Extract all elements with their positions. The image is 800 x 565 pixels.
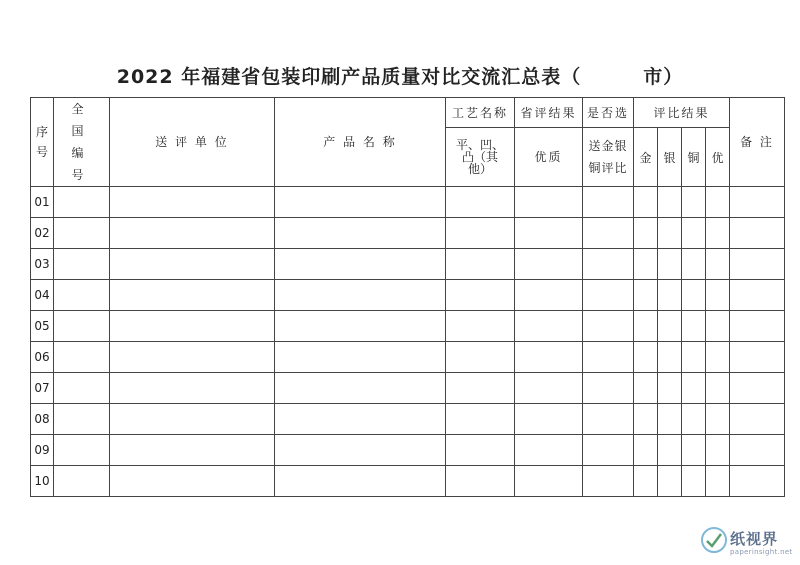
- header-silver: 银: [658, 128, 682, 187]
- cell[interactable]: [682, 342, 706, 373]
- cell[interactable]: [515, 249, 583, 280]
- row-number: 09: [31, 435, 54, 466]
- cell[interactable]: [583, 249, 634, 280]
- cell[interactable]: [658, 311, 682, 342]
- table-row: [31, 373, 785, 404]
- cell[interactable]: [583, 342, 634, 373]
- header-product: 产 品 名 称: [275, 98, 446, 187]
- row-number: 01: [31, 187, 54, 218]
- cell[interactable]: [682, 404, 706, 435]
- cell[interactable]: [54, 218, 110, 249]
- cell[interactable]: [682, 373, 706, 404]
- cell[interactable]: [515, 373, 583, 404]
- row-number: 07: [31, 373, 54, 404]
- cell[interactable]: [730, 466, 785, 497]
- cell[interactable]: [54, 466, 110, 497]
- table-row: [31, 218, 785, 249]
- header-gold: 金: [634, 128, 658, 187]
- row-number: 04: [31, 280, 54, 311]
- cell[interactable]: [54, 249, 110, 280]
- cell[interactable]: [634, 311, 658, 342]
- table-row: [31, 249, 785, 280]
- cell[interactable]: [54, 187, 110, 218]
- cell[interactable]: [658, 249, 682, 280]
- cell[interactable]: [446, 280, 515, 311]
- cell[interactable]: [730, 342, 785, 373]
- cell[interactable]: [682, 435, 706, 466]
- table-row: [31, 404, 785, 435]
- cell[interactable]: [658, 404, 682, 435]
- row-number: 10: [31, 466, 54, 497]
- cell[interactable]: [275, 435, 446, 466]
- cell[interactable]: [275, 280, 446, 311]
- cell[interactable]: [658, 218, 682, 249]
- cell[interactable]: [682, 218, 706, 249]
- cell[interactable]: [110, 187, 275, 218]
- cell[interactable]: [658, 435, 682, 466]
- cell[interactable]: [634, 404, 658, 435]
- cell[interactable]: [730, 218, 785, 249]
- cell[interactable]: [275, 249, 446, 280]
- cell[interactable]: [583, 280, 634, 311]
- cell[interactable]: [583, 373, 634, 404]
- header-province-result-value: 优质: [515, 128, 583, 187]
- cell[interactable]: [515, 435, 583, 466]
- cell[interactable]: [275, 311, 446, 342]
- cell[interactable]: [658, 280, 682, 311]
- cell[interactable]: [730, 435, 785, 466]
- row-number: 06: [31, 342, 54, 373]
- cell[interactable]: [730, 280, 785, 311]
- title-city-suffix: 市）: [643, 66, 684, 88]
- cell[interactable]: [515, 466, 583, 497]
- watermark: [700, 526, 796, 562]
- header-seq: 序号: [31, 98, 54, 187]
- cell[interactable]: [446, 187, 515, 218]
- header-process-options: 平、凹、凸（其他）: [446, 128, 515, 187]
- table-row: [31, 311, 785, 342]
- table-row: [31, 435, 785, 466]
- cell[interactable]: [54, 404, 110, 435]
- cell[interactable]: [515, 187, 583, 218]
- cell[interactable]: [275, 466, 446, 497]
- cell[interactable]: [446, 466, 515, 497]
- cell[interactable]: [730, 373, 785, 404]
- header-recommend-sub: 送金银铜评比: [583, 128, 634, 187]
- cell[interactable]: [515, 404, 583, 435]
- header-recommend: 是否选: [583, 98, 634, 128]
- cell[interactable]: [446, 373, 515, 404]
- header-unit: 送 评 单 位: [110, 98, 275, 187]
- cell[interactable]: [446, 311, 515, 342]
- cell[interactable]: [110, 404, 275, 435]
- cell[interactable]: [515, 218, 583, 249]
- cell[interactable]: [446, 404, 515, 435]
- title-main: 2022 年福建省包装印刷产品质量对比交流汇总表（: [116, 66, 582, 88]
- cell[interactable]: [515, 342, 583, 373]
- cell[interactable]: [583, 311, 634, 342]
- cell[interactable]: [275, 187, 446, 218]
- cell[interactable]: [634, 373, 658, 404]
- cell[interactable]: [583, 187, 634, 218]
- cell[interactable]: [658, 373, 682, 404]
- cell[interactable]: [275, 373, 446, 404]
- cell[interactable]: [658, 342, 682, 373]
- cell[interactable]: [730, 311, 785, 342]
- cell[interactable]: [583, 404, 634, 435]
- cell[interactable]: [706, 373, 730, 404]
- cell[interactable]: [706, 218, 730, 249]
- cell[interactable]: [706, 311, 730, 342]
- cell[interactable]: [515, 280, 583, 311]
- header-process-name: 工艺名称: [446, 98, 515, 128]
- cell[interactable]: [730, 187, 785, 218]
- cell[interactable]: [515, 311, 583, 342]
- cell[interactable]: [583, 218, 634, 249]
- cell[interactable]: [54, 373, 110, 404]
- cell[interactable]: [110, 249, 275, 280]
- cell[interactable]: [634, 466, 658, 497]
- page-title: [0, 62, 800, 89]
- watermark-url: paperinsight.net: [730, 548, 793, 556]
- cell[interactable]: [583, 435, 634, 466]
- row-number: 02: [31, 218, 54, 249]
- cell[interactable]: [706, 187, 730, 218]
- row-number: 08: [31, 404, 54, 435]
- cell[interactable]: [54, 280, 110, 311]
- header-remark: 备 注: [730, 98, 785, 187]
- cell[interactable]: [446, 435, 515, 466]
- cell[interactable]: [275, 404, 446, 435]
- header-compare-result: 评比结果: [634, 98, 730, 128]
- cell[interactable]: [706, 466, 730, 497]
- cell[interactable]: [110, 218, 275, 249]
- cell[interactable]: [634, 280, 658, 311]
- cell[interactable]: [682, 466, 706, 497]
- cell[interactable]: [730, 404, 785, 435]
- cell[interactable]: [682, 249, 706, 280]
- cell[interactable]: [634, 187, 658, 218]
- header-bronze: 铜: [682, 128, 706, 187]
- cell[interactable]: [583, 466, 634, 497]
- cell[interactable]: [682, 280, 706, 311]
- cell[interactable]: [682, 187, 706, 218]
- cell[interactable]: [446, 249, 515, 280]
- paperinsight-logo-icon: [700, 526, 728, 554]
- cell[interactable]: [634, 249, 658, 280]
- cell[interactable]: [110, 280, 275, 311]
- header-excellent: 优: [706, 128, 730, 187]
- cell[interactable]: [110, 435, 275, 466]
- row-number: 05: [31, 311, 54, 342]
- table-row: [31, 187, 785, 218]
- cell[interactable]: [706, 404, 730, 435]
- cell[interactable]: [706, 280, 730, 311]
- cell[interactable]: [275, 342, 446, 373]
- cell[interactable]: [110, 373, 275, 404]
- table-row: [31, 342, 785, 373]
- cell[interactable]: [706, 435, 730, 466]
- cell[interactable]: [110, 342, 275, 373]
- summary-table: [30, 97, 785, 497]
- cell[interactable]: [682, 311, 706, 342]
- header-national-no: 全国编号: [54, 98, 110, 187]
- table-row: [31, 466, 785, 497]
- cell[interactable]: [54, 311, 110, 342]
- cell[interactable]: [634, 218, 658, 249]
- row-number: 03: [31, 249, 54, 280]
- cell[interactable]: [634, 435, 658, 466]
- cell[interactable]: [706, 342, 730, 373]
- cell[interactable]: [658, 187, 682, 218]
- cell[interactable]: [110, 466, 275, 497]
- header-province-result: 省评结果: [515, 98, 583, 128]
- cell[interactable]: [706, 249, 730, 280]
- cell[interactable]: [634, 342, 658, 373]
- cell[interactable]: [446, 218, 515, 249]
- cell[interactable]: [730, 249, 785, 280]
- cell[interactable]: [658, 466, 682, 497]
- cell[interactable]: [54, 435, 110, 466]
- cell[interactable]: [275, 218, 446, 249]
- cell[interactable]: [446, 342, 515, 373]
- cell[interactable]: [110, 311, 275, 342]
- cell[interactable]: [54, 342, 110, 373]
- table-row: [31, 280, 785, 311]
- watermark-name: 纸视界: [730, 530, 779, 548]
